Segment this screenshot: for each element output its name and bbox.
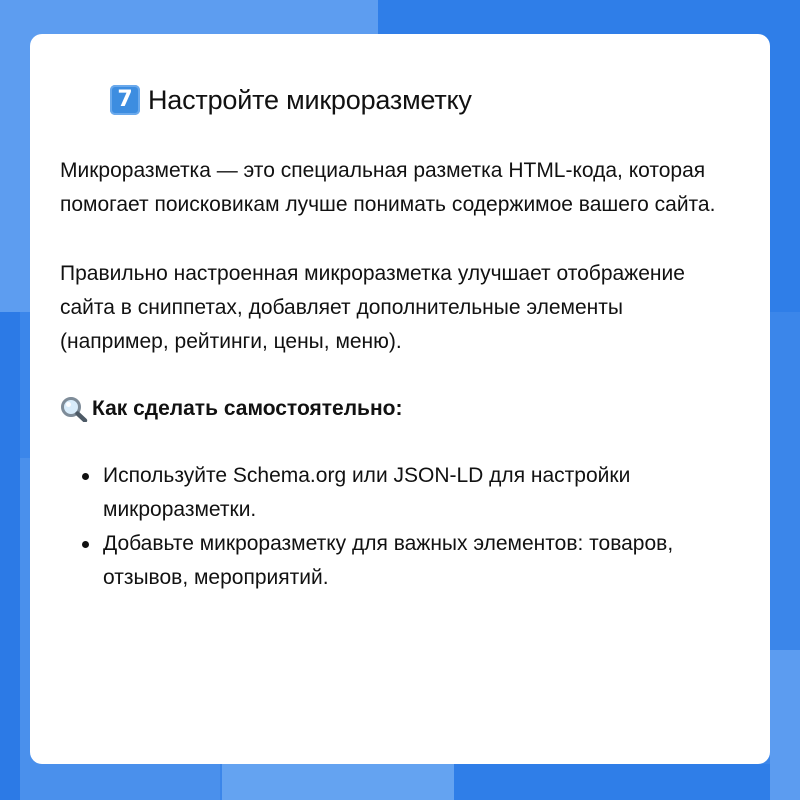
list-item — [82, 527, 740, 595]
intro-paragraph: Микроразметка — это специальная разметка HTML-кода, которая помогает поисковикам лучше понимать содержимое вашего сайта. — [60, 159, 716, 216]
magnifying-glass-icon — [60, 396, 90, 422]
keycap-number-icon: 7 — [110, 85, 140, 115]
background-block — [770, 650, 800, 800]
background-block — [222, 764, 454, 800]
page-title: Настройте микроразметку — [148, 85, 472, 115]
subheading — [60, 392, 740, 426]
bullet-dot — [82, 541, 89, 548]
title-row — [110, 82, 740, 118]
subheading-text: Как сделать самостоятельно: — [92, 397, 403, 420]
steps-list — [60, 459, 740, 595]
background-block — [0, 312, 20, 800]
list-item-text: Используйте Schema.org или JSON-LD для настройки микроразметки. — [103, 464, 631, 521]
bullet-dot — [82, 473, 89, 480]
background-block — [454, 764, 800, 800]
benefits-paragraph: Правильно настроенная микроразметка улучшает отображение сайта в сниппетах, добавляет дополнительные элементы (например, рейтинги, цены, меню). — [60, 262, 685, 353]
list-item — [82, 459, 740, 527]
content-card — [30, 34, 770, 764]
list-item-text: Добавьте микроразметку для важных элементов: товаров, отзывов, мероприятий. — [103, 532, 674, 589]
